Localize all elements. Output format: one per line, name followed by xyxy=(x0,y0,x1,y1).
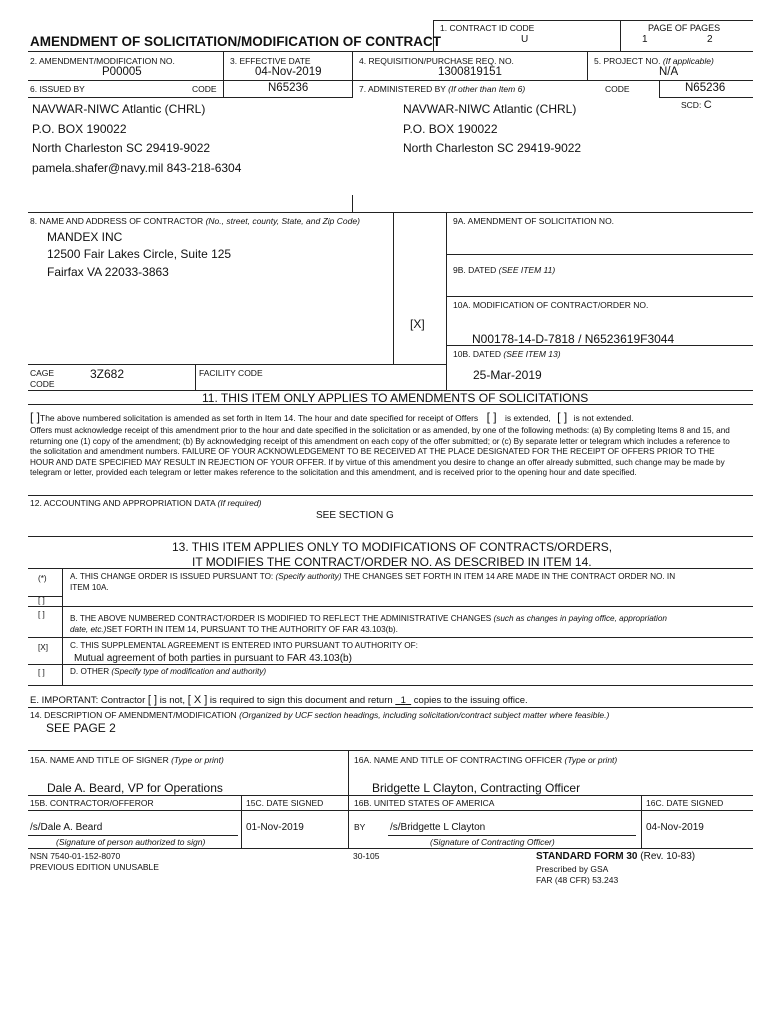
far-text: FAR (48 CFR) 53.243 xyxy=(536,875,619,885)
admin-line-2: P.O. BOX 190022 xyxy=(403,122,498,136)
previous-edition-text: PREVIOUS EDITION UNUSABLE xyxy=(30,862,159,872)
issuer-line-2: P.O. BOX 190022 xyxy=(32,122,127,136)
issuer-line-4: pamela.shafer@navy.mil 843-218-6304 xyxy=(32,161,242,175)
item-13-c-mark[interactable]: [X] xyxy=(38,643,49,652)
amendment-solicitation-label: 9A. AMENDMENT OF SOLICITATION NO. xyxy=(453,216,615,226)
not-extended-checkbox[interactable]: [ ] xyxy=(557,410,568,424)
is-required-checkbox[interactable]: [ X ] xyxy=(187,694,208,706)
dated-10b-label: 10B. DATED (SEE ITEM 13) xyxy=(453,349,561,359)
page-of-pages-label: PAGE OF PAGES xyxy=(648,23,721,33)
contractor-15b-label: 15B. CONTRACTOR/OFFEROR xyxy=(30,798,154,808)
item-13-heading-1: 13. THIS ITEM APPLIES ONLY TO MODIFICATIONS OF CONTRACTS/ORDERS, xyxy=(172,540,613,554)
admin-code-value: N65236 xyxy=(685,82,726,94)
item-14-label: 14. DESCRIPTION OF AMENDMENT/MODIFICATION (Organized by UCF section headings, including solicitation/contract subject matter where feasible.) xyxy=(30,710,610,720)
is-not-checkbox[interactable]: [ ] xyxy=(147,694,158,706)
item-11-line: [ ]The above numbered solicitation is amended as set forth in Item 14. The hour and date specified for receipt of Offers [ ] is extended, [ ] is not extended. xyxy=(30,410,634,424)
item-13-b-text-2: date, etc.)SET FORTH IN ITEM 14, PURSUANT TO THE AUTHORITY OF FAR 43.103(b). xyxy=(70,625,398,634)
item-13-c-text: C. THIS SUPPLEMENTAL AGREEMENT IS ENTERED INTO PURSUANT TO AUTHORITY OF: xyxy=(70,641,418,650)
facility-code-label: FACILITY CODE xyxy=(199,368,263,378)
project-no-value: N/A xyxy=(659,66,679,78)
by-label: BY xyxy=(354,822,366,832)
prescribed-text: Prescribed by GSA xyxy=(536,864,609,874)
item-13-a-text: A. THIS CHANGE ORDER IS ISSUED PURSUANT TO: (Specify authority) THE CHANGES SET FORTH IN ITEM 14 ARE MADE IN THE CONTRACT ORDER NO. IN xyxy=(70,572,676,581)
standard-form-text: STANDARD FORM 30 (Rev. 10-83) xyxy=(536,851,696,862)
signature-person-caption: (Signature of person authorized to sign) xyxy=(56,837,206,847)
cage-label-1: CAGE xyxy=(30,368,55,378)
important-line: E. IMPORTANT: Contractor [ ] is not, [ X ] is required to sign this document and return 1 copies to the issuing office. xyxy=(30,694,528,706)
item-11-instructions: Offers must acknowledge receipt of this amendment prior to the hour and date specified in the solicitation or as amended, by one of the following methods: (a) By completing Items 8 and 15, and returning one (1) copy of the amendment; (b) By acknowledging receipt of this amendment on each copy of the offer submitted; or (c) By separate letter or telegram which includes a reference to the solicitation and amendment numbers. FAILURE OF YOUR ACKNOWLEDGEMENT TO BE RECEIVED AT THE PLACE DESIGNATED FOR THE RECEIPT OF OFFERS PRIOR TO THE HOUR AND DATE SPECIFIED MAY RESULT IN REJECTION OF YOUR OFFER. If by virtue of this amendment you desire to change an offer already submitted, such change may be made by telegram or letter, provided each telegram or letter makes reference to the solicitation and this amendment, and is received prior to the opening hour and date specified. xyxy=(30,426,730,478)
admin-line-3: North Charleston SC 29419-9022 xyxy=(403,141,582,155)
date-16c-value: 04-Nov-2019 xyxy=(646,822,704,833)
date-15c-label: 15C. DATE SIGNED xyxy=(246,798,324,808)
issuer-line-1: NAVWAR-NIWC Atlantic (CHRL) xyxy=(32,102,206,116)
signer-15a-value: Dale A. Beard, VP for Operations xyxy=(47,781,223,795)
item-11-heading: 11. THIS ITEM ONLY APPLIES TO AMENDMENTS OF SOLICITATIONS xyxy=(202,391,589,405)
officer-16a-value: Bridgette L Clayton, Contracting Officer xyxy=(372,781,581,795)
item-14-value: SEE PAGE 2 xyxy=(46,721,116,735)
contractor-line-2: 12500 Fair Lakes Circle, Suite 125 xyxy=(47,247,232,261)
date-15c-value: 01-Nov-2019 xyxy=(246,822,304,833)
issuer-line-3: North Charleston SC 29419-9022 xyxy=(32,141,211,155)
officer-signature: /s/Bridgette L Clayton xyxy=(390,822,486,833)
project-no-label: 5. PROJECT NO. (If applicable) xyxy=(594,56,714,66)
extended-checkbox[interactable]: [ ] xyxy=(486,410,497,424)
modification-contract-value: N00178-14-D-7818 / N6523619F3044 xyxy=(472,332,675,346)
dated-10b-value: 25-Mar-2019 xyxy=(473,368,542,382)
amendment-no-value: P00005 xyxy=(102,66,142,78)
contract-id-value: U xyxy=(521,34,529,45)
item-13-a-text-2: ITEM 10A. xyxy=(70,583,109,592)
requisition-label: 4. REQUISITION/PURCHASE REQ. NO. xyxy=(359,56,514,66)
usa-16b-label: 16B. UNITED STATES OF AMERICA xyxy=(354,798,495,808)
modification-contract-label: 10A. MODIFICATION OF CONTRACT/ORDER NO. xyxy=(453,300,649,310)
item-13-heading-2: IT MODIFIES THE CONTRACT/ORDER NO. AS DESCRIBED IN ITEM 14. xyxy=(192,555,592,569)
contract-id-label: 1. CONTRACT ID CODE xyxy=(440,23,535,33)
scd-label: SCD: C xyxy=(681,99,712,111)
modification-checkbox[interactable]: [X] xyxy=(410,317,425,331)
administered-by-label: 7. ADMINISTERED BY (If other than Item 6) xyxy=(359,84,526,94)
form-code-text: 30-105 xyxy=(353,851,380,861)
item-13-d-text: D. OTHER (Specify type of modification and authority) xyxy=(70,667,267,676)
accounting-value: SEE SECTION G xyxy=(316,510,394,521)
effective-date-value: 04-Nov-2019 xyxy=(255,66,322,78)
cage-label-2: CODE xyxy=(30,379,55,389)
copies-value: 1 xyxy=(400,695,406,706)
contractor-signature: /s/Dale A. Beard xyxy=(30,822,103,833)
officer-16a-label: 16A. NAME AND TITLE OF CONTRACTING OFFICER (Type or print) xyxy=(354,755,618,765)
issued-code-value: N65236 xyxy=(268,82,309,94)
effective-date-label: 3. EFFECTIVE DATE xyxy=(230,56,311,66)
signer-15a-label: 15A. NAME AND TITLE OF SIGNER (Type or print) xyxy=(30,755,224,765)
requisition-value: 1300819151 xyxy=(438,66,502,78)
date-16c-label: 16C. DATE SIGNED xyxy=(646,798,724,808)
cage-value: 3Z682 xyxy=(90,367,125,381)
contractor-line-3: Fairfax VA 22033-3863 xyxy=(47,265,169,279)
page-total: 2 xyxy=(707,34,713,45)
nsn-text: NSN 7540-01-152-8070 xyxy=(30,851,121,861)
item-13-b-mark[interactable]: [ ] xyxy=(38,610,45,619)
item-13-blank-mark[interactable]: [ ] xyxy=(38,596,45,605)
issued-code-label: CODE xyxy=(192,84,217,94)
item-13-a-mark[interactable]: (*) xyxy=(38,574,47,583)
form-title: AMENDMENT OF SOLICITATION/MODIFICATION OF CONTRACT xyxy=(30,34,441,49)
dated-9b-label: 9B. DATED (SEE ITEM 11) xyxy=(453,265,556,275)
item-13-b-text: B. THE ABOVE NUMBERED CONTRACT/ORDER IS MODIFIED TO REFLECT THE ADMINISTRATIVE CHANGES (such as changes in paying office, appropriation xyxy=(70,614,667,623)
amendment-no-label: 2. AMENDMENT/MODIFICATION NO. xyxy=(30,56,175,66)
admin-code-label: CODE xyxy=(605,84,630,94)
page-number: 1 xyxy=(642,34,648,45)
admin-line-1: NAVWAR-NIWC Atlantic (CHRL) xyxy=(403,102,577,116)
accounting-label: 12. ACCOUNTING AND APPROPRIATION DATA (If required) xyxy=(30,498,262,508)
solicitation-checkbox[interactable]: [ ] xyxy=(30,410,41,424)
item-13-c-authority: Mutual agreement of both parties in pursuant to FAR 43.103(b) xyxy=(74,653,352,664)
signature-officer-caption: (Signature of Contracting Officer) xyxy=(430,837,555,847)
contractor-label: 8. NAME AND ADDRESS OF CONTRACTOR (No., street, county, State, and Zip Code) xyxy=(30,216,360,226)
item-13-d-mark[interactable]: [ ] xyxy=(38,668,45,677)
issued-by-label: 6. ISSUED BY xyxy=(30,84,85,94)
contractor-line-1: MANDEX INC xyxy=(47,230,123,244)
